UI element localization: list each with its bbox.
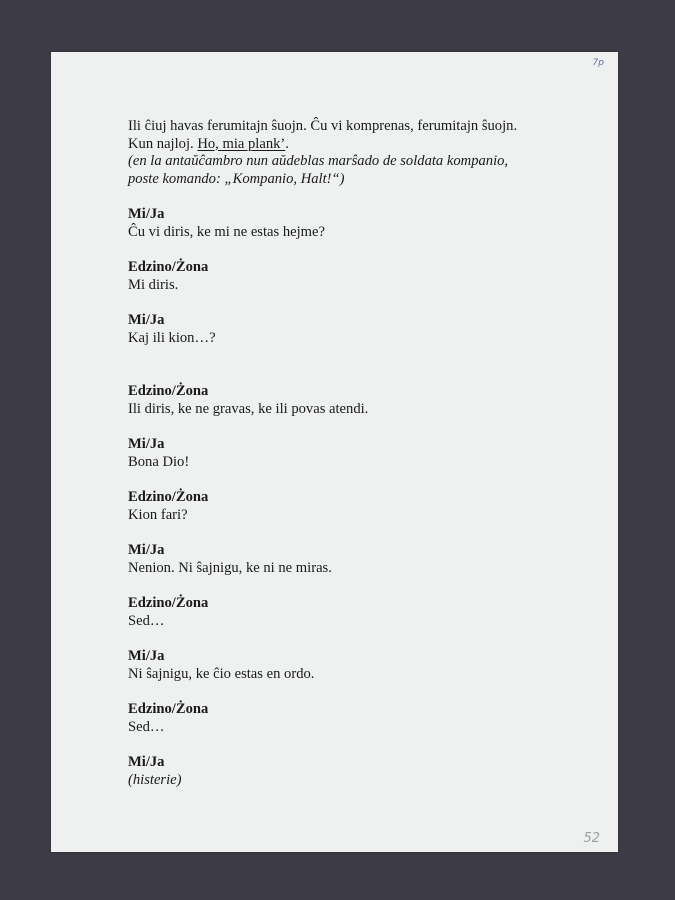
speaker-name: Edzino/Żona <box>128 383 209 399</box>
stage-direction-line-1: (en la antaŭĉambro nun aŭdeblas marŝado de soldata kompanio, <box>128 153 509 169</box>
dialogue-block <box>128 754 548 789</box>
dialogue-line: Sed… <box>128 612 165 629</box>
dialogue-line: Bona Dio! <box>128 453 190 470</box>
dialogue-block <box>128 648 548 683</box>
dialogue-line: Nenion. Ni ŝajnigu, ke ni ne miras. <box>128 559 332 576</box>
speaker-name: Edzino/Żona <box>128 259 209 275</box>
speaker-name: Edzino/Żona <box>128 701 209 717</box>
dialogue-line: Mi diris. <box>128 276 179 293</box>
speaker-name: Mi/Ja <box>128 542 165 558</box>
dialogue-block <box>128 206 548 241</box>
speaker-name: Mi/Ja <box>128 206 165 222</box>
stage-direction: (histerie) <box>128 771 182 788</box>
dialogue-line: Ni ŝajnigu, ke ĉio estas en ordo. <box>128 665 315 682</box>
intro-paragraph <box>128 118 548 188</box>
dialogue-line: Kion fari? <box>128 506 188 523</box>
handwritten-corner-note: 7p <box>592 58 604 68</box>
dialogue-line: Kaj ili kion…? <box>128 329 216 346</box>
dialogue-line: Ĉu vi diris, ke mi ne estas hejme? <box>128 223 325 240</box>
dialogue-block <box>128 595 548 630</box>
speaker-name: Mi/Ja <box>128 648 165 664</box>
dialogue-line: Sed… <box>128 718 165 735</box>
dialogue-block <box>128 383 548 418</box>
dialogue-line: Ili diris, ke ne gravas, ke ili povas atendi. <box>128 400 369 417</box>
intro-line-2 <box>128 136 548 154</box>
handwritten-page-number: 52 <box>583 831 600 846</box>
dialogue-block <box>128 489 548 524</box>
dialogue-block <box>128 259 548 294</box>
stage-direction-line-2: poste komando: „Kompanio, Halt!“) <box>128 170 345 187</box>
underlined-phrase: Ho, mia plank’ <box>197 135 286 152</box>
script-text <box>128 118 548 789</box>
dialogue-block <box>128 312 548 347</box>
intro-line-1: Ili ĉiuj havas ferumitajn ŝuojn. Ĉu vi komprenas, ferumitajn ŝuojn. <box>128 118 518 134</box>
speaker-name: Edzino/Żona <box>128 595 209 611</box>
speaker-name: Mi/Ja <box>128 436 165 452</box>
dialogue-block <box>128 542 548 577</box>
dialogue-block <box>128 701 548 736</box>
speaker-name: Mi/Ja <box>128 754 165 770</box>
intro-line-2-suffix: . <box>285 135 289 152</box>
dialogue-block <box>128 436 548 471</box>
intro-line-2-prefix: Kun najloj. <box>128 135 198 152</box>
speaker-name: Mi/Ja <box>128 312 165 328</box>
speaker-name: Edzino/Żona <box>128 489 209 505</box>
document-page <box>51 52 618 852</box>
